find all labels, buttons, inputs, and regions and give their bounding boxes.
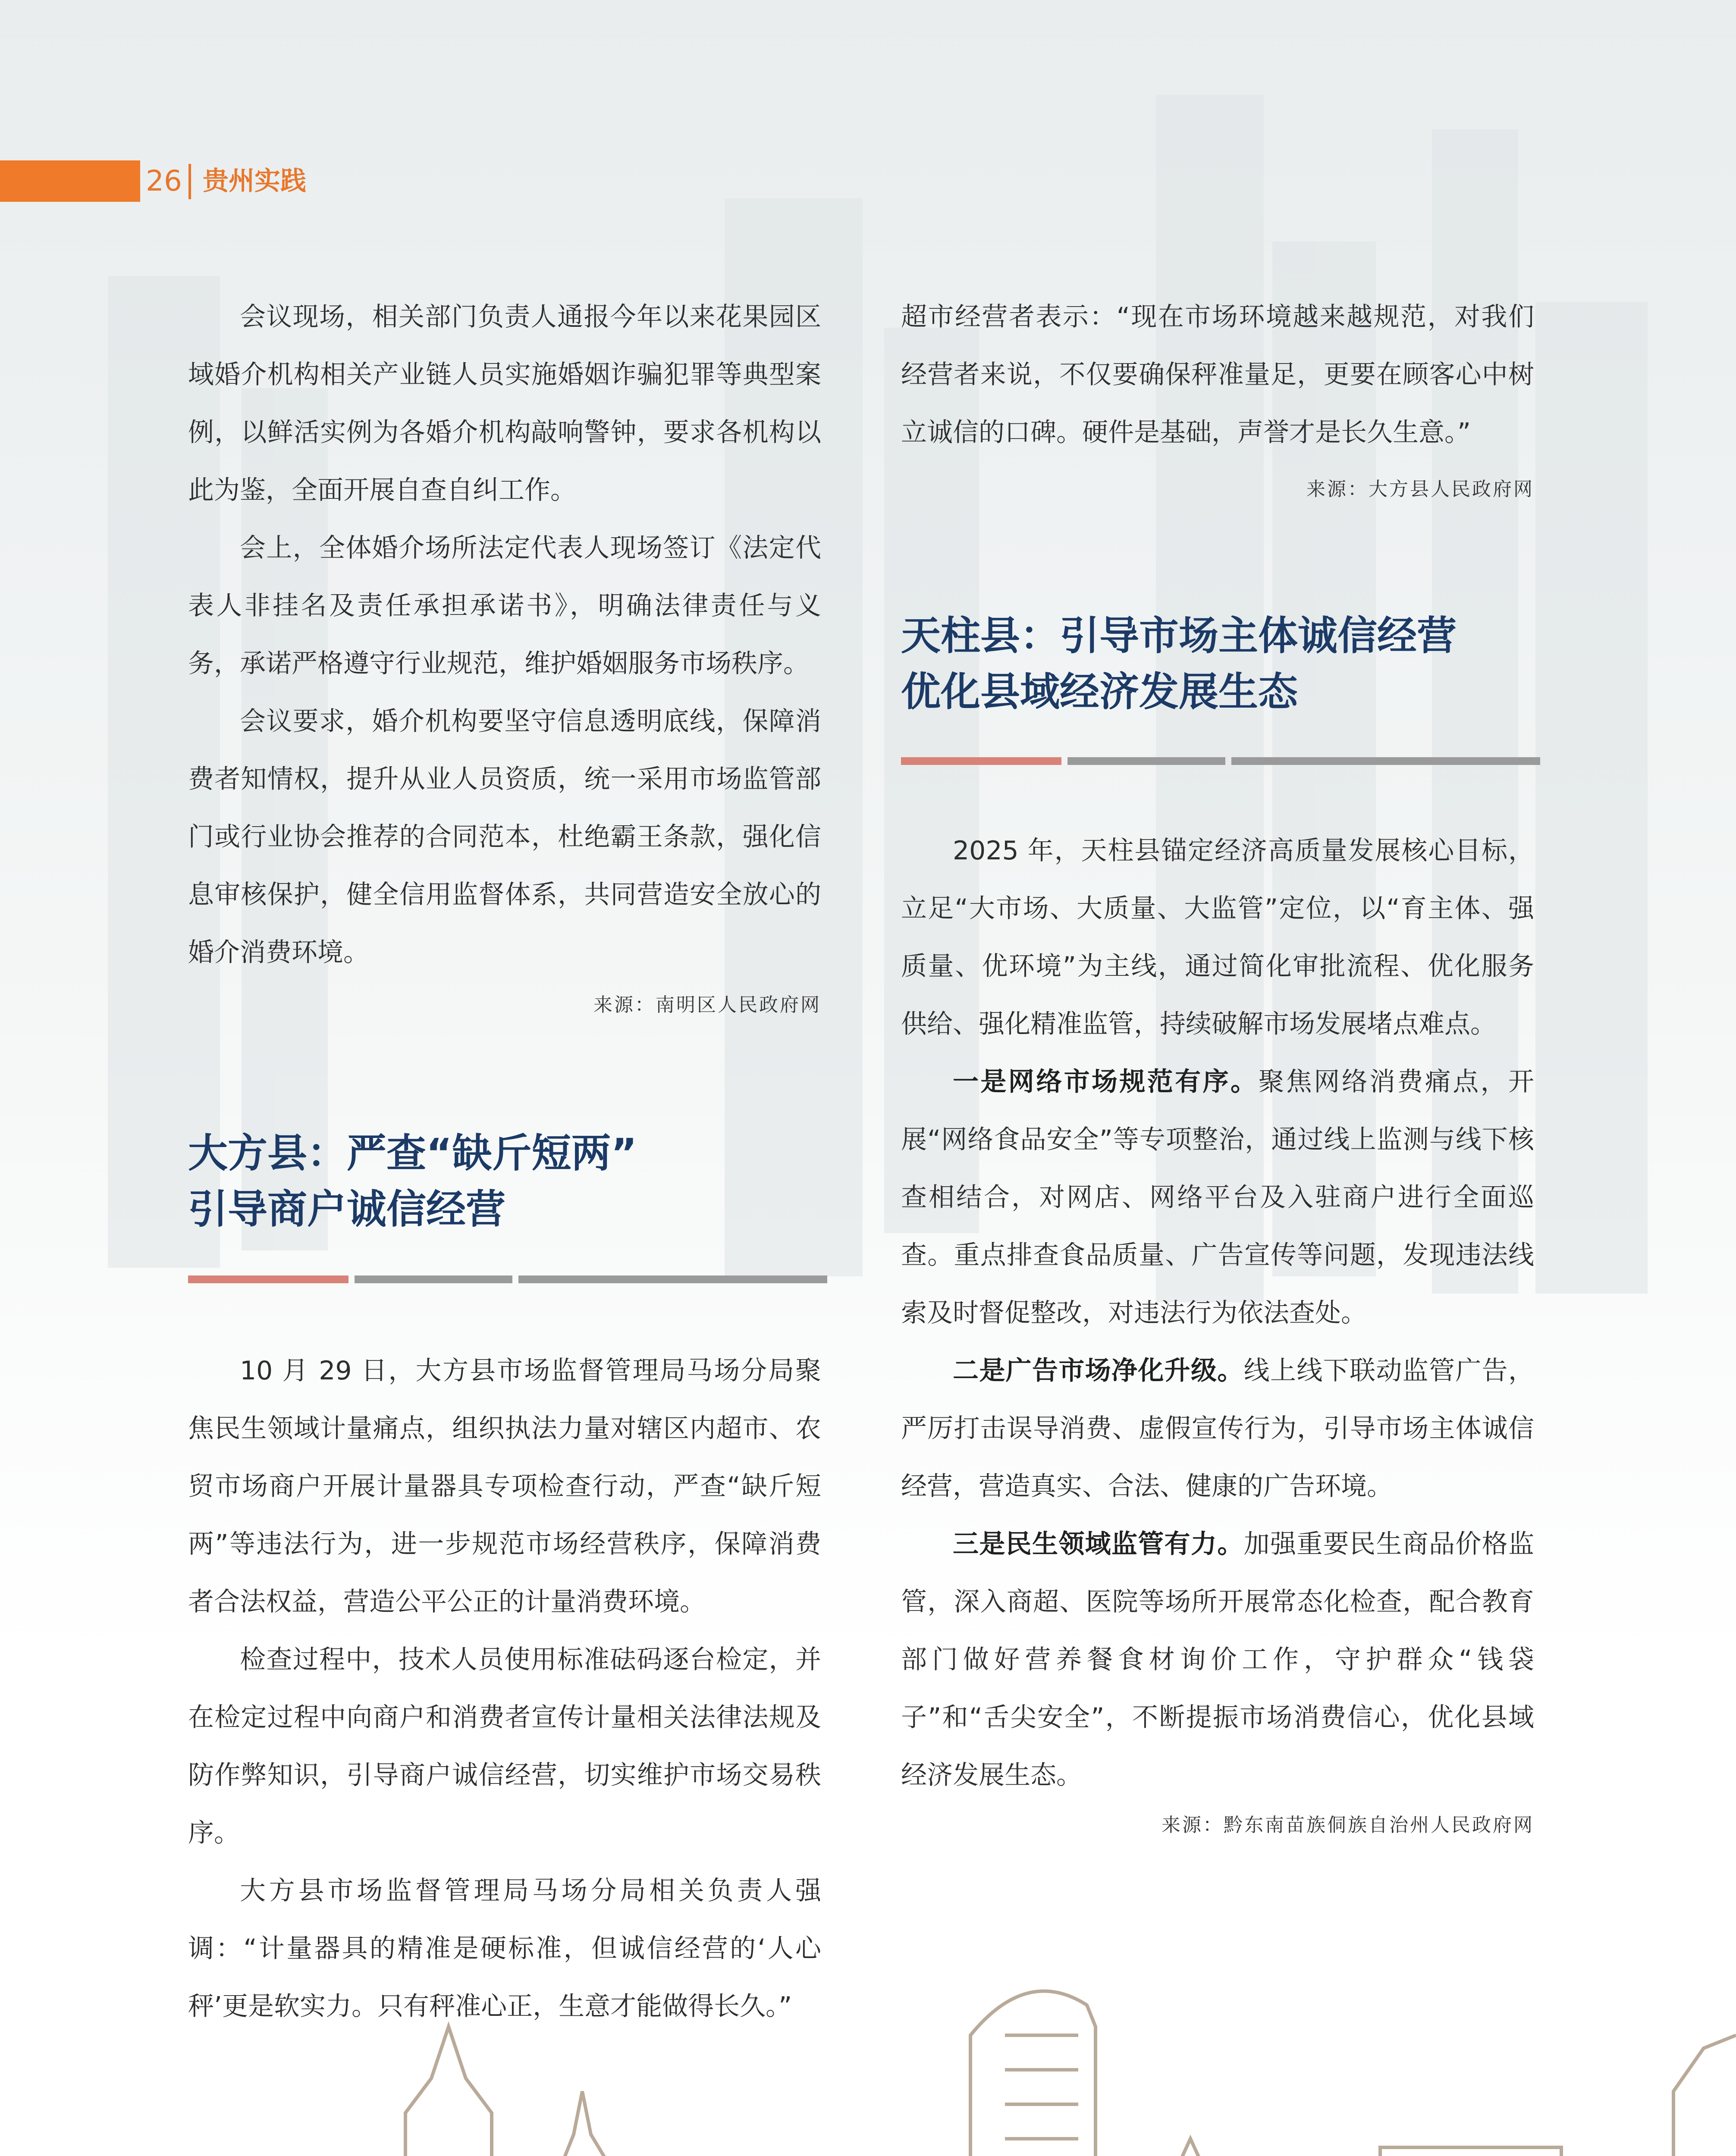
source-citation: 来源：黔东南苗族侗族自治州人民政府网 xyxy=(1162,1814,1534,1836)
section-title: 贵州实践 xyxy=(203,166,306,196)
divider-segment xyxy=(188,1275,348,1283)
point-heading: 三是民生领域监管有力。 xyxy=(953,1529,1244,1559)
divider-segment xyxy=(1067,757,1225,765)
source-line xyxy=(901,1809,1534,1837)
point-heading: 一是网络市场规范有序。 xyxy=(953,1067,1259,1097)
point-paragraph xyxy=(901,1515,1534,1804)
article-title-line1: 大方县：严查“缺斤短两” xyxy=(188,1130,637,1176)
article-title-line2: 引导商户诚信经营 xyxy=(188,1186,506,1232)
article-title-line1: 天柱县：引导市场主体诚信经营 xyxy=(901,613,1457,659)
divider-segment xyxy=(518,1275,827,1283)
point-text: 线上线下联动监管广告，严厉打击误导消费、虚假宣传行为，引导市场主体诚信经营，营造真实、合法、健康的广告环境。 xyxy=(901,1356,1535,1501)
header-separator xyxy=(188,164,191,199)
right-continued-block xyxy=(901,288,1534,461)
paragraph: 大方县市场监督管理局马场分局相关负责人强调：“计量器具的精准是硬标准，但诚信经营的‘人心秤’更是软实力。只有秤准心正，生意才能做得长久。” xyxy=(188,1876,821,2021)
article-heading-tianzhu xyxy=(901,608,1534,720)
point-paragraph xyxy=(901,1342,1534,1515)
paragraph: 会上，全体婚介场所法定代表人现场签订《法定代表人非挂名及责任承担承诺书》，明确法律责任与义务，承诺严格遵守行业规范，维护婚姻服务市场秩序。 xyxy=(188,533,821,679)
divider-segment xyxy=(355,1275,512,1283)
article-title-line2: 优化县域经济发展生态 xyxy=(901,669,1298,715)
paragraph: 2025 年，天柱县锚定经济高质量发展核心目标，立足“大市场、大质量、大监管”定位，以“育主体、强质量、优环境”为主线，通过简化审批流程、优化服务供给、强化精准监管，持续破解市场发展堵点难点。 xyxy=(901,836,1534,1039)
header-accent-bar xyxy=(0,160,140,202)
article-body-tianzhu xyxy=(901,822,1534,1804)
left-intro-block xyxy=(188,288,821,981)
title-divider xyxy=(188,1275,827,1283)
point-heading: 二是广告市场净化升级。 xyxy=(953,1356,1244,1386)
source-line xyxy=(901,473,1534,501)
page-number: 26 xyxy=(146,164,182,197)
paragraph: 会议要求，婚介机构要坚守信息透明底线，保障消费者知情权，提升从业人员资质，统一采用市场监管部门或行业协会推荐的合同范本，杜绝霸王条款，强化信息审核保护，健全信用监督体系，共同营造安全放心的婚介消费环境。 xyxy=(188,706,821,968)
divider-segment xyxy=(1231,757,1540,765)
source-citation: 来源：南明区人民政府网 xyxy=(593,994,821,1016)
source-line xyxy=(188,989,821,1017)
divider-segment xyxy=(901,757,1061,765)
source-citation: 来源：大方县人民政府网 xyxy=(1306,478,1534,500)
paragraph: 超市经营者表示：“现在市场环境越来越规范，对我们经营者来说，不仅要确保秤准量足，更要在顾客心中树立诚信的口碑。硬件是基础，声誉才是长久生意。” xyxy=(901,302,1534,448)
paragraph: 会议现场，相关部门负责人通报今年以来花果园区域婚介机构相关产业链人员实施婚姻诈骗犯罪等典型案例，以鲜活实例为各婚介机构敲响警钟，要求各机构以此为鉴，全面开展自查自纠工作。 xyxy=(188,302,821,505)
paragraph: 检查过程中，技术人员使用标准砝码逐台检定，并在检定过程中向商户和消费者宣传计量相关法律法规及防作弊知识，引导商户诚信经营，切实维护市场交易秩序。 xyxy=(188,1645,821,1848)
paragraph: 10 月 29 日，大方县市场监督管理局马场分局聚焦民生领域计量痛点，组织执法力量对辖区内超市、农贸市场商户开展计量器具专项检查行动，严查“缺斤短两”等违法行为，进一步规范市场经营秩序，保障消费者合法权益，营造公平公正的计量消费环境。 xyxy=(188,1356,821,1617)
title-divider xyxy=(901,757,1540,765)
point-text: 加强重要民生商品价格监管，深入商超、医院等场所开展常态化检查，配合教育部门做好营养餐食材询价工作，守护群众“钱袋子”和“舌尖安全”，不断提振市场消费信心，优化县域经济发展生态。 xyxy=(901,1529,1535,1790)
article-body-dafang xyxy=(188,1342,821,2035)
point-paragraph xyxy=(901,1053,1534,1342)
article-heading-dafang xyxy=(188,1125,821,1238)
point-text: 聚焦网络消费痛点，开展“网络食品安全”等专项整治，通过线上监测与线下核查相结合，对网店、网络平台及入驻商户进行全面巡查。重点排查食品质量、广告宣传等问题，发现违法线索及时督促整改，对违法行为依法查处。 xyxy=(901,1067,1535,1328)
